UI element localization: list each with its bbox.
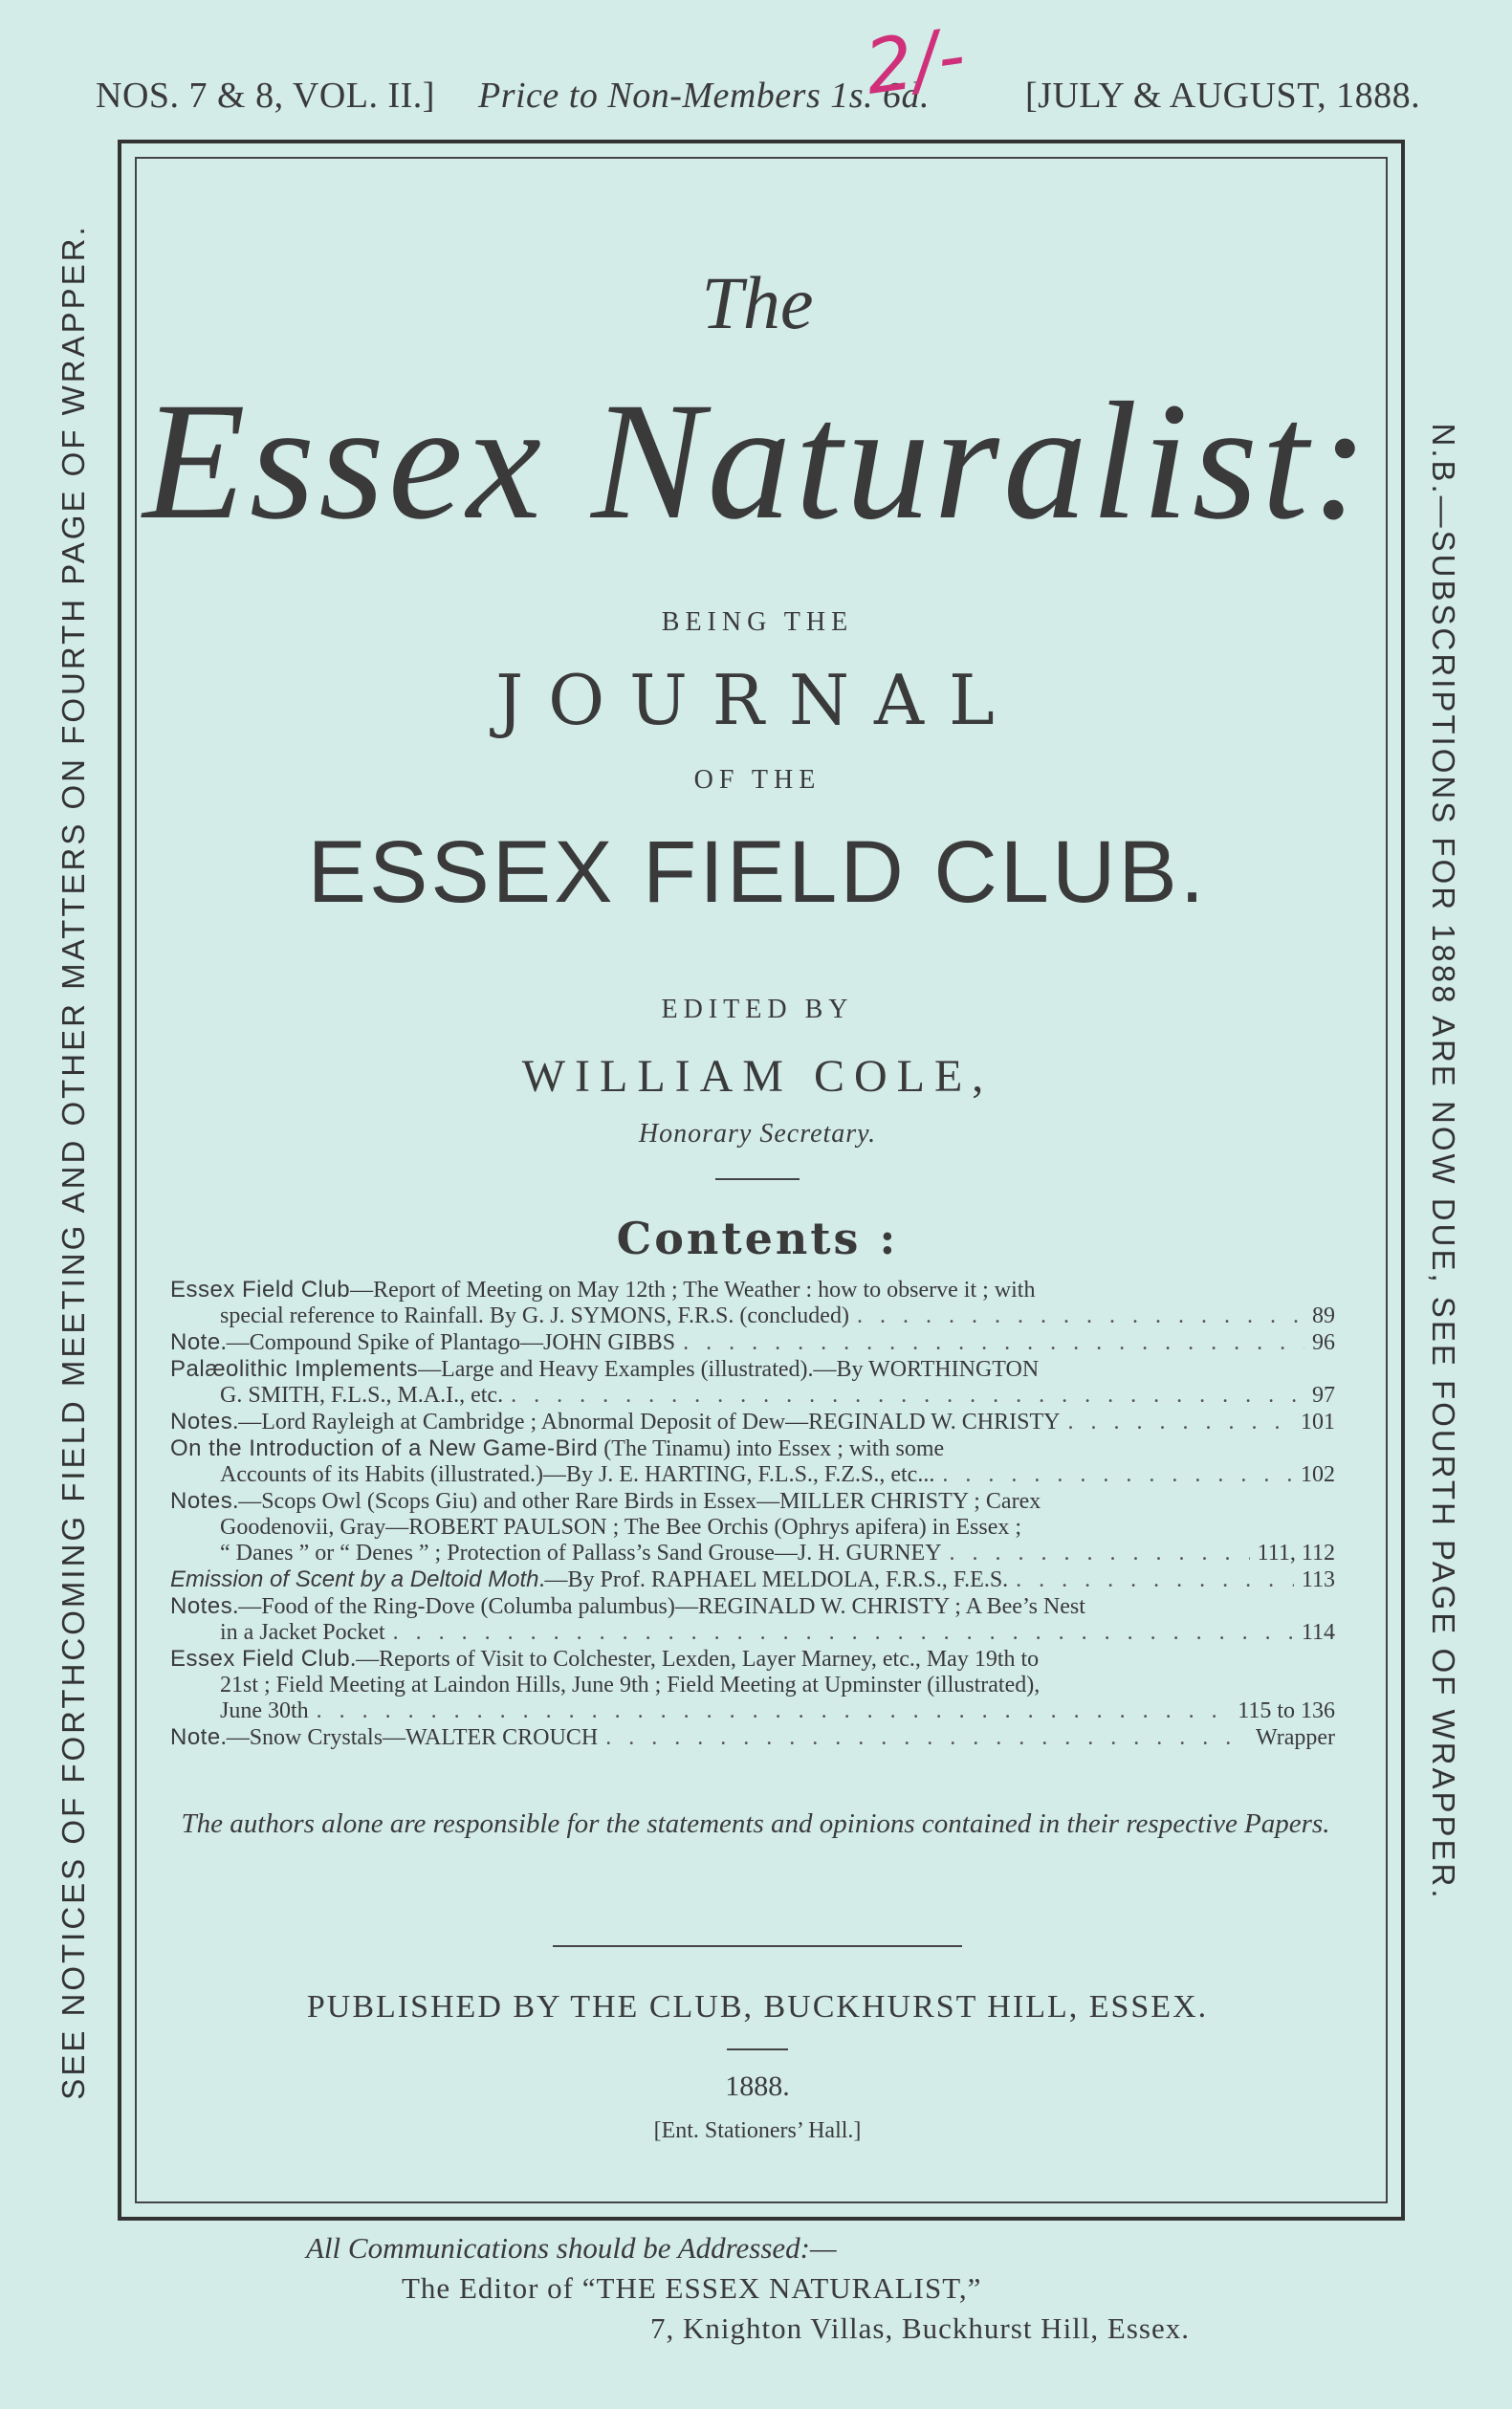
- page-number: 89: [1312, 1303, 1335, 1328]
- contents-text: [170, 1329, 675, 1356]
- price-note: Price to Non-Members 1s. 6d.: [478, 76, 931, 116]
- issue-number: NOS. 7 & 8, VOL. II.]: [96, 76, 435, 116]
- contents-entry: [170, 1593, 1335, 1646]
- contents-line: [170, 1329, 1335, 1356]
- contents-text: [220, 1620, 385, 1646]
- contents-description: .—Reports of Visit to Colchester, Lexden, Layer Marney, etc., May 19th to: [350, 1647, 1040, 1672]
- contents-line: [170, 1356, 1335, 1383]
- masthead-line: [96, 75, 1435, 132]
- address-line-3: 7, Knighton Villas, Buckhurst Hill, Essex.: [650, 2311, 1190, 2345]
- table-of-contents: [170, 1277, 1335, 1751]
- contents-description: —Large and Heavy Examples (illustrated).—By WORTHINGTON: [418, 1357, 1040, 1382]
- contents-description: .—By Prof. RAPHAEL MELDOLA, F.R.S., F.E.S.: [538, 1567, 1009, 1592]
- side-notice-left: SEE NOTICES OF FORTHCOMING FIELD MEETING AND OTHER MATTERS ON FOURTH PAGE OF WRAPPER.: [55, 224, 91, 2100]
- contents-description: “ Danes ” or “ Denes ” ; Protection of Pallass’s Sand Grouse—J. H. GURNEY: [220, 1541, 942, 1566]
- contents-line: [170, 1488, 1335, 1515]
- page-number: 115 to 136: [1238, 1698, 1335, 1723]
- page-number: 113: [1301, 1567, 1335, 1592]
- stationers-note: [Ent. Stationers’ Hall.]: [653, 2118, 862, 2143]
- dot-leader: [317, 1698, 1231, 1724]
- dot-leader: [1067, 1410, 1293, 1435]
- subtitle-being-the: BEING THE: [661, 607, 854, 637]
- contents-text: [220, 1698, 309, 1724]
- contents-description: in a Jacket Pocket: [220, 1620, 385, 1645]
- contents-line: [170, 1277, 1335, 1303]
- contents-line: [170, 1566, 1335, 1593]
- address-line-1: All Communications should be Addressed:—: [306, 2231, 837, 2265]
- contents-heading-text: Emission of Scent by a Deltoid Moth: [170, 1566, 539, 1592]
- subtitle-of-the: OF THE: [693, 765, 822, 795]
- contents-text: [170, 1646, 1039, 1673]
- address-line-2: The Editor of “THE ESSEX NATURALIST,”: [402, 2271, 982, 2305]
- page-number: 102: [1301, 1462, 1335, 1487]
- divider-middle: [553, 1945, 962, 1947]
- page-number: 101: [1301, 1410, 1335, 1434]
- dot-leader: [683, 1330, 1304, 1356]
- issue-date: [JULY & AUGUST, 1888.: [1025, 76, 1421, 116]
- contents-description: 21st ; Field Meeting at Laindon Hills, June 9th ; Field Meeting at Upminster (illustrated),: [220, 1673, 1041, 1697]
- contents-line: [170, 1646, 1335, 1673]
- editor-role: Honorary Secretary.: [638, 1119, 877, 1149]
- contents-heading-text: Note: [170, 1724, 221, 1750]
- dot-leader: [857, 1303, 1304, 1329]
- contents-text: [220, 1383, 503, 1409]
- contents-description: .—Compound Spike of Plantago—JOHN GIBBS: [220, 1330, 676, 1355]
- contents-heading: Contents :: [616, 1213, 899, 1264]
- contents-line: [170, 1593, 1335, 1620]
- contents-line: [170, 1620, 1335, 1646]
- handwritten-price: 2/-: [860, 12, 971, 112]
- page-number: 97: [1312, 1383, 1335, 1408]
- contents-line: [170, 1462, 1335, 1488]
- contents-line: [170, 1673, 1335, 1698]
- contents-text: [220, 1673, 1040, 1698]
- dot-leader: [605, 1725, 1248, 1751]
- contents-entry: [170, 1409, 1335, 1435]
- dot-leader: [950, 1541, 1250, 1566]
- contents-heading-text: On the Introduction of a New Game-Bird: [170, 1435, 599, 1461]
- contents-text: [170, 1435, 944, 1462]
- dot-leader: [511, 1383, 1304, 1409]
- contents-entry: [170, 1356, 1335, 1409]
- contents-description: Goodenovii, Gray—ROBERT PAULSON ; The Bee Orchis (Ophrys apifera) in Essex ;: [220, 1515, 1022, 1540]
- contents-entry: [170, 1646, 1335, 1724]
- contents-text: [220, 1515, 1021, 1541]
- contents-line: [170, 1698, 1335, 1724]
- contents-line: [170, 1541, 1335, 1566]
- page-number: 114: [1301, 1620, 1335, 1645]
- contents-line: [170, 1383, 1335, 1409]
- contents-description: special reference to Rainfall. By G. J. SYMONS, F.R.S. (concluded): [220, 1303, 849, 1328]
- editor-name: WILLIAM COLE,: [521, 1051, 994, 1102]
- contents-line: [170, 1724, 1335, 1751]
- side-notice-right: N.B.—SUBSCRIPTIONS FOR 1888 ARE NOW DUE, SEE FOURTH PAGE OF WRAPPER.: [1426, 423, 1461, 1901]
- divider-top: [715, 1178, 800, 1180]
- subtitle-journal: JOURNAL: [495, 660, 1019, 740]
- contents-text: [220, 1303, 849, 1329]
- contents-description: (The Tinamu) into Essex ; with some: [598, 1436, 945, 1461]
- contents-heading-text: Essex Field Club: [170, 1646, 351, 1672]
- contents-heading-text: Note: [170, 1329, 221, 1355]
- disclaimer-note: The authors alone are responsible for the statements and opinions contained in their respective Papers.: [181, 1808, 1330, 1839]
- dot-leader: [942, 1462, 1293, 1488]
- contents-line: [170, 1409, 1335, 1435]
- contents-description: .—Lord Rayleigh at Cambridge ; Abnormal Deposit of Dew—REGINALD W. CHRISTY: [232, 1410, 1061, 1434]
- contents-entry: [170, 1566, 1335, 1593]
- journal-title: Essex Naturalist:: [142, 368, 1372, 555]
- contents-text: [170, 1566, 1008, 1593]
- title-the: The: [701, 261, 814, 344]
- contents-entry: [170, 1277, 1335, 1329]
- club-name: ESSEX FIELD CLUB.: [307, 823, 1208, 921]
- page-number: 96: [1312, 1330, 1335, 1355]
- publication-year: 1888.: [725, 2070, 790, 2102]
- contents-line: [170, 1515, 1335, 1541]
- contents-text: [170, 1724, 598, 1751]
- contents-text: [170, 1409, 1060, 1435]
- contents-entry: [170, 1329, 1335, 1356]
- contents-heading-text: Palæolithic Implements: [170, 1356, 419, 1382]
- publisher-line: PUBLISHED BY THE CLUB, BUCKHURST HILL, ESSEX.: [306, 1989, 1209, 2025]
- edited-by-label: EDITED BY: [661, 995, 854, 1024]
- correspondence-address: [306, 2228, 1358, 2349]
- contents-heading-text: Notes: [170, 1593, 233, 1619]
- divider-short: [727, 2048, 788, 2050]
- contents-description: June 30th: [220, 1698, 309, 1723]
- page-number: 111, 112: [1257, 1541, 1335, 1566]
- contents-description: .—Food of the Ring-Dove (Columba palumbus)—REGINALD W. CHRISTY ; A Bee’s Nest: [232, 1594, 1085, 1619]
- contents-entry: [170, 1488, 1335, 1566]
- contents-line: [170, 1435, 1335, 1462]
- contents-text: [220, 1462, 934, 1488]
- contents-line: [170, 1303, 1335, 1329]
- contents-heading-text: Essex Field Club: [170, 1277, 351, 1303]
- contents-text: [220, 1541, 942, 1566]
- contents-text: [170, 1277, 1035, 1303]
- page-number: Wrapper: [1256, 1725, 1335, 1750]
- contents-heading-text: Notes: [170, 1488, 233, 1514]
- dot-leader: [1016, 1567, 1294, 1593]
- contents-description: .—Snow Crystals—WALTER CROUCH: [220, 1725, 599, 1750]
- contents-description: Accounts of its Habits (illustrated.)—By J. E. HARTING, F.L.S., F.Z.S., etc...: [220, 1462, 935, 1487]
- contents-text: [170, 1488, 1041, 1515]
- dot-leader: [393, 1620, 1294, 1646]
- contents-description: —Report of Meeting on May 12th ; The Weather : how to observe it ; with: [350, 1278, 1036, 1303]
- contents-entry: [170, 1435, 1335, 1488]
- contents-entry: [170, 1724, 1335, 1751]
- contents-description: .—Scops Owl (Scops Giu) and other Rare Birds in Essex—MILLER CHRISTY ; Carex: [232, 1489, 1041, 1514]
- contents-description: G. SMITH, F.L.S., M.A.I., etc.: [220, 1383, 504, 1408]
- contents-text: [170, 1593, 1085, 1620]
- contents-heading-text: Notes: [170, 1409, 233, 1434]
- contents-text: [170, 1356, 1039, 1383]
